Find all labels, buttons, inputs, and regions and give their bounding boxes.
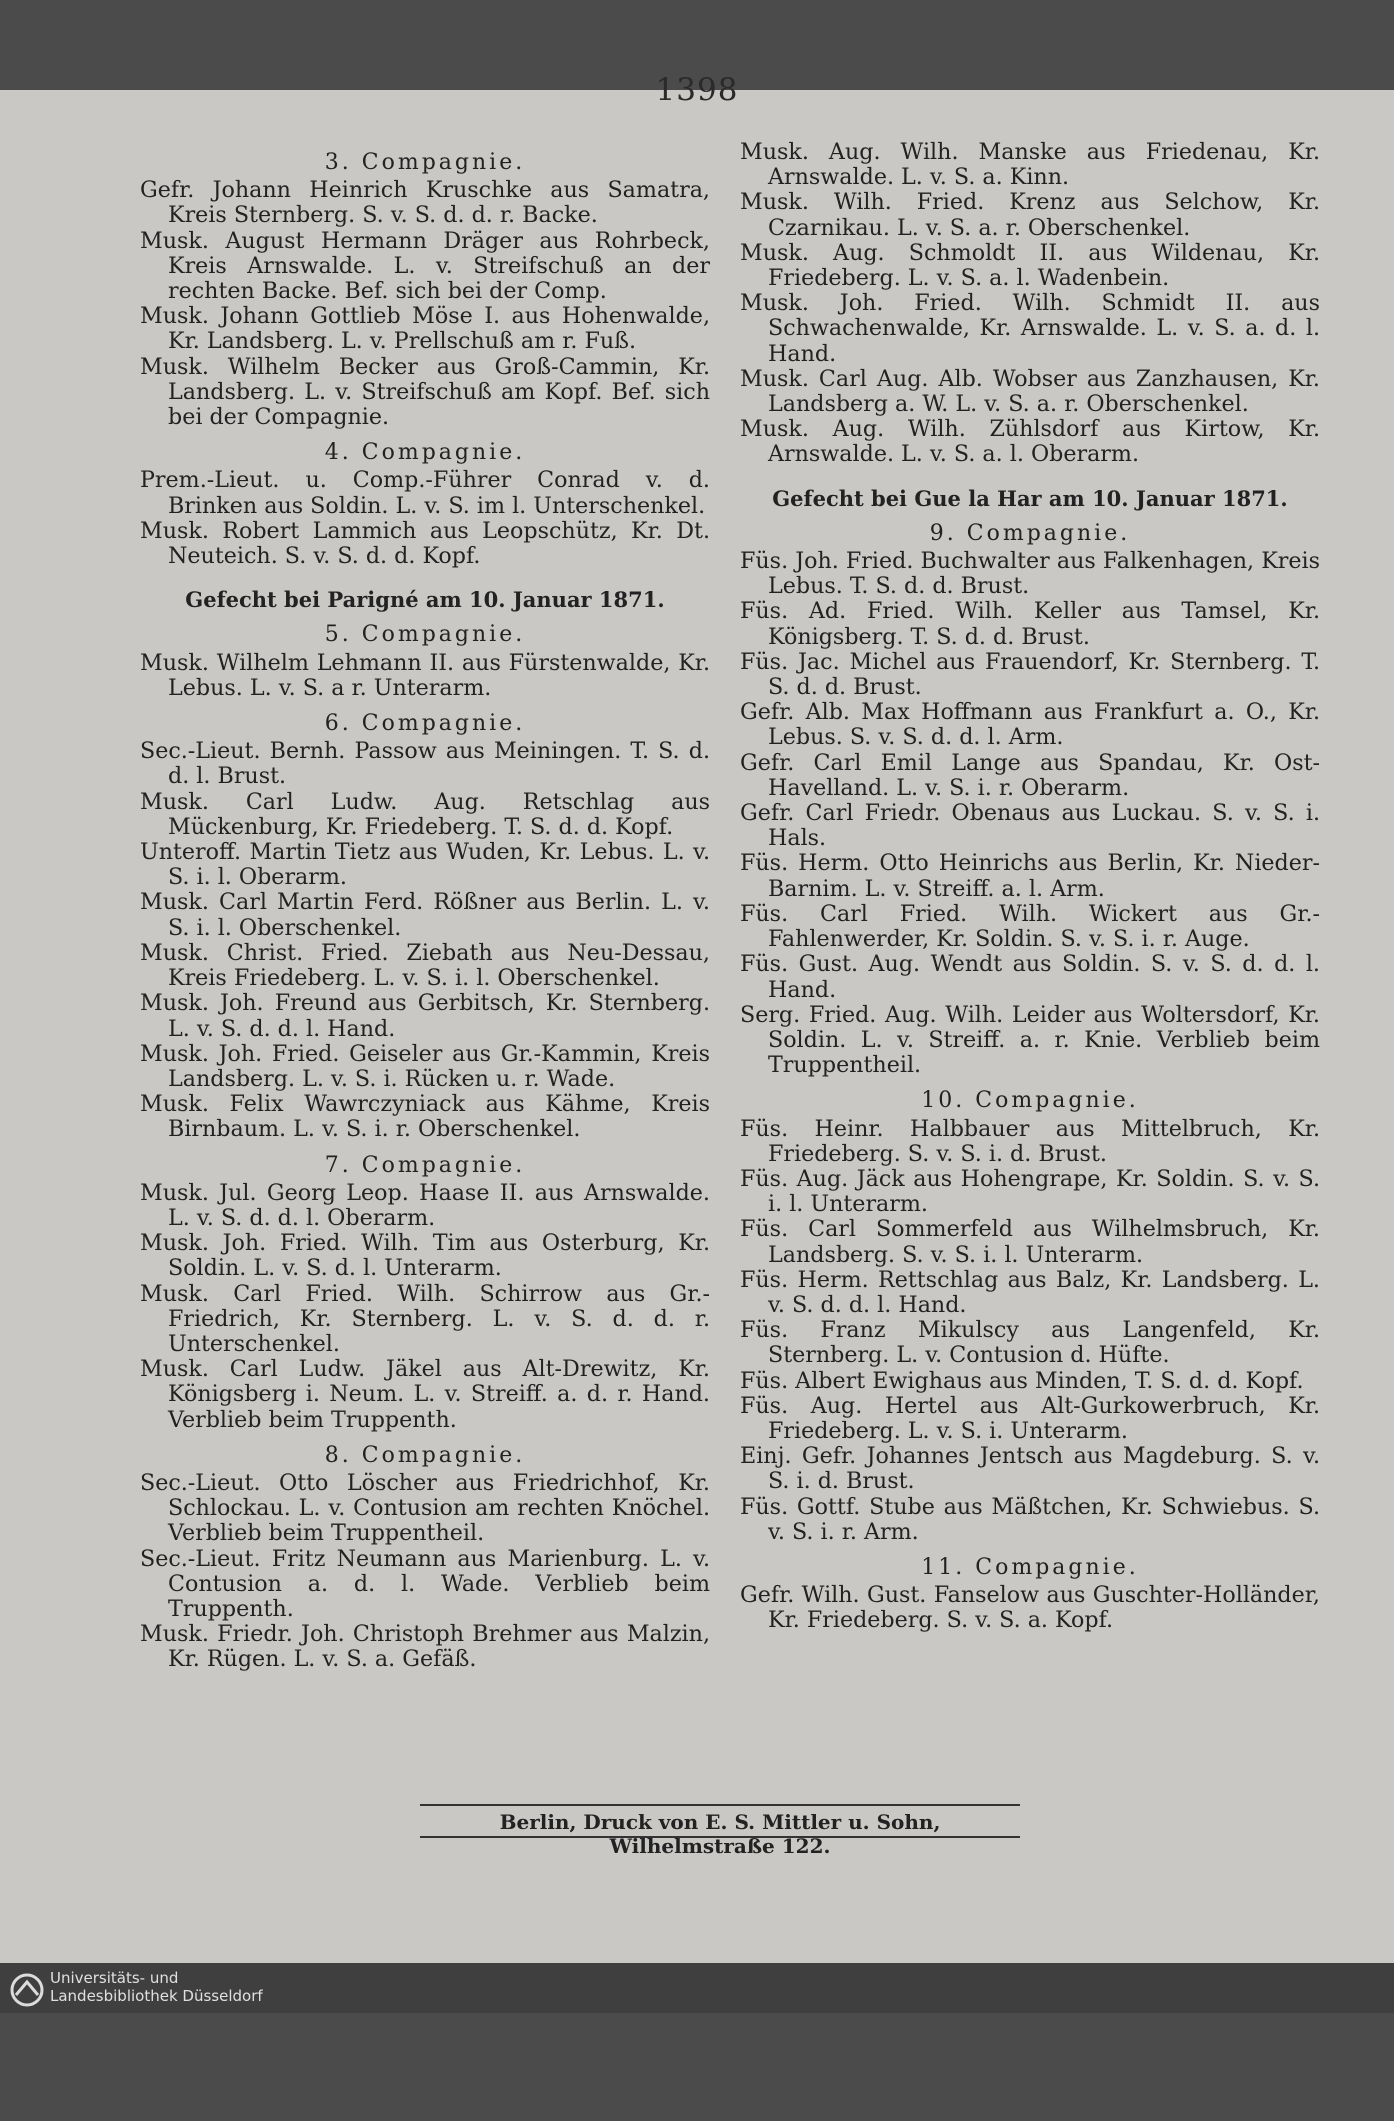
casualty-entry: Füs. Herm. Rettschlag aus Balz, Kr. Landsberg. L. v. S. d. d. l. Hand. [740, 1266, 1320, 1318]
company-heading: 3. Compagnie. [324, 150, 526, 175]
library-name-line2: Landesbibliothek Düsseldorf [50, 1987, 263, 2005]
company-heading: 6. Compagnie. [324, 711, 526, 737]
casualty-entry: Füs. Joh. Fried. Buchwalter aus Falkenhagen, Kreis Lebus. T. S. d. d. Brust. [740, 548, 1320, 600]
casualty-entry: Musk. Joh. Fried. Wilh. Tim aus Osterburg, Kr. Soldin. L. v. S. d. l. Unterarm. [140, 1230, 710, 1282]
library-footer-bar [0, 1963, 1394, 2013]
casualty-entry: Musk. Carl Fried. Wilh. Schirrow aus Gr.-Friedrich, Kr. Sternberg. L. v. S. d. d. r. Unterschenkel. [140, 1280, 710, 1357]
casualty-entry: Füs. Gottf. Stube aus Mäßtchen, Kr. Schwiebus. S. v. S. i. r. Arm. [740, 1493, 1320, 1545]
casualty-entry: Musk. Christ. Fried. Ziebath aus Neu-Dessau, Kreis Friedeberg. L. v. S. i. l. Oberschenkel. [140, 939, 710, 992]
casualty-entry: Sec.-Lieut. Fritz Neumann aus Marienburg. L. v. Contusion a. d. l. Wade. Verblieb beim Truppenth. [140, 1545, 710, 1622]
casualty-entry: Musk. Felix Wawrczyniack aus Kähme, Kreis Birnbaum. L. v. S. i. r. Oberschenkel. [140, 1091, 710, 1143]
library-name-line1: Universitäts- und [50, 1969, 179, 1987]
company-heading: 5. Compagnie. [324, 622, 526, 648]
library-name [50, 1969, 263, 2005]
casualty-entry: Musk. Joh. Fried. Geiseler aus Gr.-Kammin, Kreis Landsberg. L. v. S. i. Rücken u. r. Wade. [140, 1040, 710, 1092]
casualty-entry: Musk. Carl Aug. Alb. Wobser aus Zanzhausen, Kr. Landsberg a. W. L. v. S. a. r. Oberschenkel. [740, 365, 1320, 418]
casualty-entry: Sec.-Lieut. Otto Löscher aus Friedrichhof, Kr. Schlockau. L. v. Contusion am rechten Knöchel. Verblieb beim Truppentheil. [140, 1469, 710, 1547]
casualty-entry: Füs. Carl Sommerfeld aus Wilhelmsbruch, Kr. Landsberg. S. v. S. i. l. Unterarm. [740, 1216, 1320, 1268]
battle-section-title: Gefecht bei Parigné am 10. Januar 1871. [185, 587, 665, 613]
casualty-entry: Musk. Aug. Wilh. Zühlsdorf aus Kirtow, Kr. Arnswalde. L. v. S. a. l. Oberarm. [740, 416, 1320, 468]
casualty-entry: Füs. Gust. Aug. Wendt aus Soldin. S. v. S. d. d. l. Hand. [740, 951, 1320, 1003]
company-heading: 11. Compagnie. [921, 1554, 1139, 1580]
casualty-entry: Füs. Heinr. Halbbauer aus Mittelbruch, Kr. Friedeberg. S. v. S. i. d. Brust. [740, 1115, 1320, 1167]
casualty-entry: Füs. Aug. Jäck aus Hohengrape, Kr. Soldin. S. v. S. i. l. Unterarm. [740, 1165, 1320, 1218]
company-heading: 9. Compagnie. [929, 520, 1131, 546]
casualty-entry: Musk. Joh. Fried. Wilh. Schmidt II. aus Schwachenwalde, Kr. Arnswalde. L. v. S. a. d. l. Hand. [740, 290, 1320, 367]
casualty-entry: Musk. Aug. Schmoldt II. aus Wildenau, Kr. Friedeberg. L. v. S. a. l. Wadenbein. [740, 239, 1320, 292]
casualty-entry: Gefr. Carl Friedr. Obenaus aus Luckau. S. v. S. i. Hals. [740, 800, 1320, 852]
casualty-entry: Musk. Aug. Wilh. Manske aus Friedenau, Kr. Arnswalde. L. v. S. a. Kinn. [740, 139, 1320, 191]
left-column [140, 140, 710, 1673]
company-heading: 4. Compagnie. [324, 440, 526, 466]
casualty-entry: Musk. August Hermann Dräger aus Rohrbeck, Kreis Arnswalde. L. v. Streifschuß an der rechten Backe. Bef. sich bei der Comp. [140, 227, 710, 305]
right-column [740, 140, 1320, 1634]
casualty-entry: Musk. Carl Ludw. Jäkel aus Alt-Drewitz, Kr. Königsberg i. Neum. L. v. Streiff. a. d. r. Hand. Verblieb beim Truppenth. [140, 1356, 710, 1433]
casualty-entry: Musk. Joh. Freund aus Gerbitsch, Kr. Sternberg. L. v. S. d. d. l. Hand. [140, 990, 710, 1042]
casualty-entry: Unteroff. Martin Tietz aus Wuden, Kr. Lebus. L. v. S. i. l. Oberarm. [140, 839, 710, 891]
ulb-logo-icon [10, 1973, 44, 2007]
company-heading: 8. Compagnie. [324, 1442, 526, 1468]
company-heading: 7. Compagnie. [324, 1152, 526, 1178]
casualty-entry: Gefr. Johann Heinrich Kruschke aus Samatra, Kreis Sternberg. S. v. S. d. d. r. Backe. [140, 177, 710, 229]
casualty-entry: Füs. Carl Fried. Wilh. Wickert aus Gr.-Fahlenwerder, Kr. Soldin. S. v. S. i. r. Auge. [740, 900, 1320, 953]
imprint-rule-top [420, 1804, 1020, 1806]
casualty-entry: Musk. Wilhelm Becker aus Groß-Cammin, Kr. Landsberg. L. v. Streifschuß am Kopf. Bef. sich bei der Compagnie. [140, 353, 710, 431]
casualty-entry: Füs. Franz Mikulscy aus Langenfeld, Kr. Sternberg. L. v. Contusion d. Hüfte. [740, 1317, 1320, 1369]
casualty-entry: Füs. Jac. Michel aus Frauendorf, Kr. Sternberg. T. S. d. d. Brust. [740, 648, 1320, 701]
casualty-entry: Einj. Gefr. Johannes Jentsch aus Magdeburg. S. v. S. i. d. Brust. [740, 1443, 1320, 1495]
casualty-entry: Füs. Ad. Fried. Wilh. Keller aus Tamsel, Kr. Königsberg. T. S. d. d. Brust. [740, 598, 1320, 650]
casualty-entry: Musk. Wilh. Fried. Krenz aus Selchow, Kr. Czarnikau. L. v. S. a. r. Oberschenkel. [740, 189, 1320, 241]
casualty-entry: Füs. Aug. Hertel aus Alt-Gurkowerbruch, Kr. Friedeberg. L. v. S. i. Unterarm. [740, 1392, 1320, 1444]
company-heading: 10. Compagnie. [921, 1088, 1139, 1114]
casualty-entry: Füs. Herm. Otto Heinrichs aus Berlin, Kr. Nieder-Barnim. L. v. Streiff. a. l. Arm. [740, 850, 1320, 902]
casualty-entry: Sec.-Lieut. Bernh. Passow aus Meiningen. T. S. d. d. l. Brust. [140, 738, 710, 790]
battle-section-title: Gefecht bei Gue la Har am 10. Januar 1871. [772, 485, 1288, 511]
imprint-rule-bottom [420, 1836, 1020, 1838]
casualty-entry: Füs. Albert Ewighaus aus Minden, T. S. d. d. Kopf. [740, 1367, 1304, 1394]
casualty-entry: Musk. Carl Ludw. Aug. Retschlag aus Mückenburg, Kr. Friedeberg. T. S. d. d. Kopf. [140, 788, 710, 840]
casualty-entry: Gefr. Carl Emil Lange aus Spandau, Kr. Ost-Havelland. L. v. S. i. r. Oberarm. [740, 749, 1320, 801]
casualty-entry: Musk. Friedr. Joh. Christoph Brehmer aus Malzin, Kr. Rügen. L. v. S. a. Gefäß. [140, 1621, 710, 1673]
page-number: 1398 [655, 72, 739, 108]
casualty-entry: Gefr. Alb. Max Hoffmann aus Frankfurt a. O., Kr. Lebus. S. v. S. d. d. l. Arm. [740, 699, 1320, 751]
casualty-entry: Musk. Johann Gottlieb Möse I. aus Hohenwalde, Kr. Landsberg. L. v. Prellschuß am r. Fuß. [140, 303, 710, 355]
casualty-entry: Musk. Carl Martin Ferd. Rößner aus Berlin. L. v. S. i. l. Oberschenkel. [140, 889, 710, 941]
casualty-entry: Gefr. Wilh. Gust. Fanselow aus Guschter-Holländer, Kr. Friedeberg. S. v. S. a. Kopf. [740, 1582, 1320, 1634]
casualty-entry: Serg. Fried. Aug. Wilh. Leider aus Woltersdorf, Kr. Soldin. L. v. Streiff. a. r. Knie. Verblieb beim Truppentheil. [740, 1001, 1320, 1079]
casualty-entry: Prem.-Lieut. u. Comp.-Führer Conrad v. d. Brinken aus Soldin. L. v. S. im l. Unterschenkel. [140, 467, 710, 519]
casualty-entry: Musk. Jul. Georg Leop. Haase II. aus Arnswalde. L. v. S. d. d. l. Oberarm. [140, 1179, 710, 1231]
casualty-entry: Musk. Wilhelm Lehmann II. aus Fürstenwalde, Kr. Lebus. L. v. S. a r. Unterarm. [140, 649, 710, 701]
casualty-entry: Musk. Robert Lammich aus Leopschütz, Kr. Dt. Neuteich. S. v. S. d. d. Kopf. [140, 517, 710, 570]
printer-imprint: Berlin, Druck von E. S. Mittler u. Sohn, Wilhelmstraße 122. [499, 1810, 941, 1858]
